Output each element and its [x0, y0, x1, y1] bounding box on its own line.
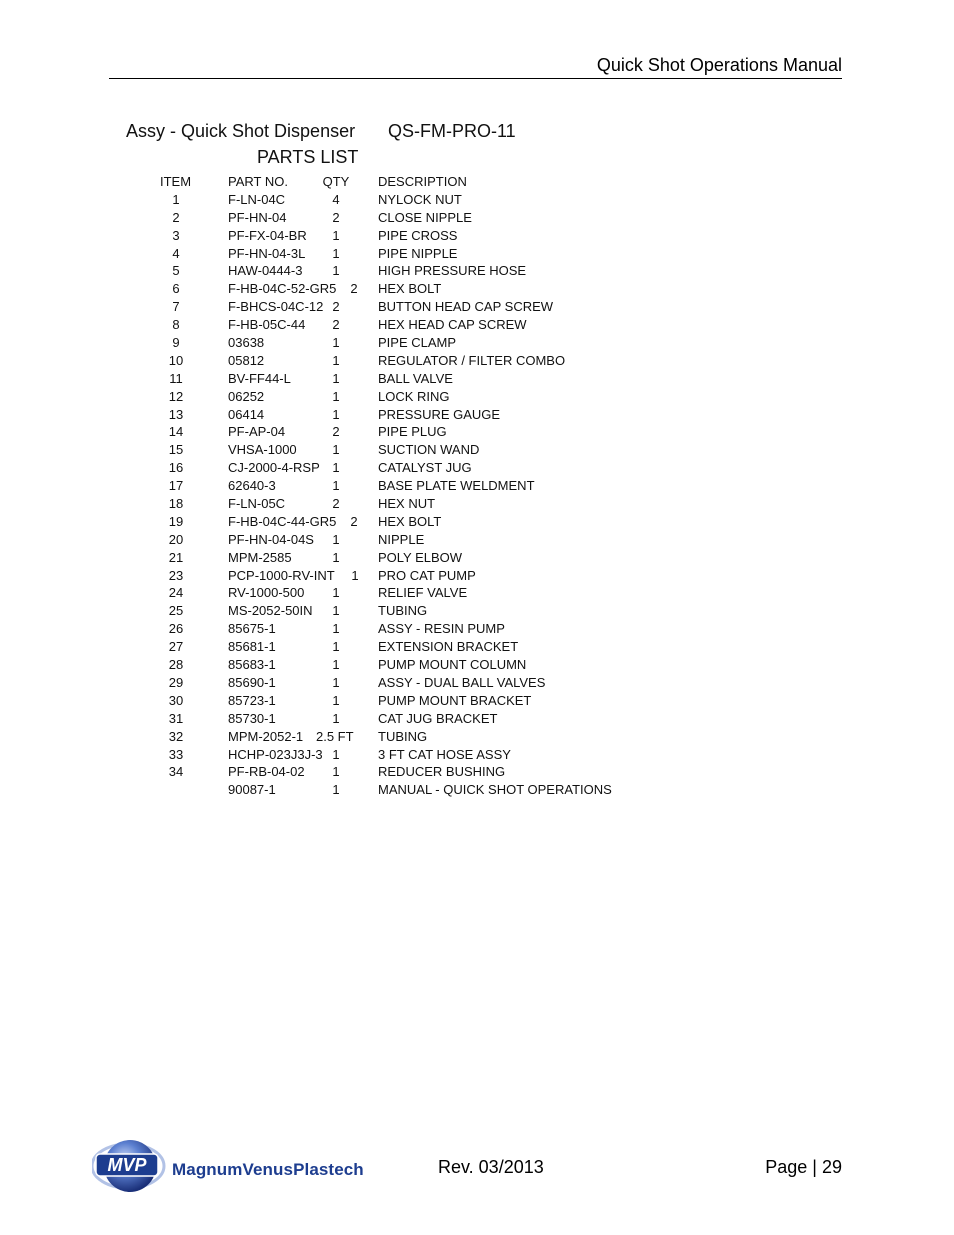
row-part-number: 90087-1 [228, 782, 276, 798]
table-row [0, 728, 954, 746]
table-row [0, 334, 954, 352]
row-item: 10 [168, 352, 184, 368]
row-item: 17 [168, 478, 184, 494]
row-description: BUTTON HEAD CAP SCREW [378, 299, 554, 315]
table-row [0, 620, 954, 638]
table-row [0, 710, 954, 728]
row-description: CATALYST JUG [378, 460, 472, 476]
table-row [0, 245, 954, 263]
row-qty: 2.5 FT [316, 728, 354, 744]
row-description: HEX BOLT [378, 513, 442, 529]
row-item: 33 [168, 746, 184, 762]
row-qty: 1 [332, 639, 340, 655]
column-header-part: PART NO. [228, 174, 288, 189]
row-description: CAT JUG BRACKET [378, 710, 498, 726]
row-qty: 2 [332, 424, 340, 440]
row-item: 16 [168, 460, 184, 476]
row-item: 2 [172, 209, 180, 225]
row-item: 14 [168, 424, 184, 440]
row-part-number: PF-FX-04-BR [228, 227, 307, 243]
table-row [0, 656, 954, 674]
row-description: ASSY - DUAL BALL VALVES [378, 674, 546, 690]
row-qty: 1 [332, 531, 340, 547]
row-part-number: F-HB-04C-52-GR5 [228, 281, 337, 297]
row-part-number: PF-RB-04-02 [228, 764, 305, 780]
row-item: 13 [168, 406, 184, 422]
row-qty: 2 [350, 281, 358, 297]
row-qty: 1 [332, 478, 340, 494]
table-row [0, 191, 954, 209]
row-description: BASE PLATE WELDMENT [378, 478, 535, 494]
row-qty: 2 [332, 317, 340, 333]
row-item: 20 [168, 531, 184, 547]
row-description: BALL VALVE [378, 370, 453, 386]
row-qty: 1 [332, 674, 340, 690]
row-qty: 1 [332, 245, 340, 261]
row-item: 29 [168, 674, 184, 690]
table-row [0, 674, 954, 692]
row-part-number: F-HB-04C-44-GR5 [228, 513, 337, 529]
table-row [0, 781, 954, 799]
table-row [0, 602, 954, 620]
column-header-description: DESCRIPTION [378, 174, 467, 189]
row-item: 28 [168, 657, 184, 673]
parts-table [0, 173, 954, 799]
row-part-number: 85675-1 [228, 621, 276, 637]
table-row [0, 549, 954, 567]
row-description: POLY ELBOW [378, 549, 463, 565]
row-qty: 1 [332, 352, 340, 368]
table-row [0, 227, 954, 245]
row-description: NIPPLE [378, 531, 425, 547]
table-row [0, 567, 954, 585]
table-row [0, 316, 954, 334]
row-description: TUBING [378, 728, 428, 744]
row-item: 4 [172, 245, 180, 261]
row-part-number: RV-1000-500 [228, 585, 305, 601]
assembly-part-number: QS-FM-PRO-11 [388, 121, 516, 141]
row-qty: 1 [332, 442, 340, 458]
table-row [0, 352, 954, 370]
row-item: 7 [172, 299, 180, 315]
row-item: 26 [168, 621, 184, 637]
footer-revision: Rev. 03/2013 [438, 1157, 544, 1177]
row-qty: 1 [332, 710, 340, 726]
row-item: 6 [172, 281, 180, 297]
row-part-number: MPM-2052-1 [228, 728, 304, 744]
row-item: 1 [172, 191, 180, 207]
row-qty: 1 [332, 370, 340, 386]
row-part-number: VHSA-1000 [228, 442, 297, 458]
table-row [0, 441, 954, 459]
row-description: PIPE NIPPLE [378, 245, 458, 261]
row-qty: 1 [332, 603, 340, 619]
table-header-row [0, 173, 954, 191]
footer-page-number: Page | 29 [765, 1157, 842, 1177]
row-qty: 1 [332, 406, 340, 422]
row-qty: 2 [332, 496, 340, 512]
row-part-number: 85681-1 [228, 639, 276, 655]
row-qty: 1 [332, 549, 340, 565]
row-qty: 1 [332, 621, 340, 637]
row-part-number: PF-HN-04 [228, 209, 287, 225]
row-item: 34 [168, 764, 184, 780]
assy-title: Assy - Quick Shot Dispenser [126, 121, 356, 141]
row-qty: 1 [332, 657, 340, 673]
row-part-number: HAW-0444-3 [228, 263, 303, 279]
row-description: EXTENSION BRACKET [378, 639, 519, 655]
row-item: 15 [168, 442, 184, 458]
row-part-number: 85690-1 [228, 674, 276, 690]
row-description: REGULATOR / FILTER COMBO [378, 352, 566, 368]
row-part-number: BV-FF44-L [228, 370, 291, 386]
row-item: 8 [172, 317, 180, 333]
row-qty: 1 [332, 782, 340, 798]
row-qty: 1 [332, 263, 340, 279]
row-qty: 4 [332, 191, 340, 207]
row-qty: 1 [332, 227, 340, 243]
row-qty: 1 [351, 567, 359, 583]
row-item: 19 [168, 513, 184, 529]
row-description: HEX NUT [378, 496, 436, 512]
table-row [0, 584, 954, 602]
row-part-number: 85683-1 [228, 657, 276, 673]
row-part-number: 06414 [228, 406, 265, 422]
row-part-number: 85723-1 [228, 692, 276, 708]
row-description: NYLOCK NUT [378, 191, 462, 207]
row-description: SUCTION WAND [378, 442, 480, 458]
table-row [0, 746, 954, 764]
row-item: 3 [172, 227, 180, 243]
row-part-number: PCP-1000-RV-INT [228, 567, 335, 583]
row-item: 12 [168, 388, 184, 404]
row-item: 18 [168, 496, 184, 512]
row-description: PIPE CROSS [378, 227, 458, 243]
row-item: 24 [168, 585, 184, 601]
header-title: Quick Shot Operations Manual [596, 55, 842, 75]
table-row [0, 692, 954, 710]
row-item: 5 [172, 263, 180, 279]
row-part-number: F-LN-04C [228, 191, 286, 207]
row-part-number: F-HB-05C-44 [228, 317, 306, 333]
row-part-number: PF-AP-04 [228, 424, 286, 440]
row-description: PIPE CLAMP [378, 335, 457, 351]
row-part-number: PF-HN-04-04S [228, 531, 314, 547]
row-description: PRO CAT PUMP [378, 567, 476, 583]
table-row [0, 495, 954, 513]
table-row [0, 763, 954, 781]
row-item: 21 [168, 549, 184, 565]
row-qty: 1 [332, 585, 340, 601]
row-part-number: 05812 [228, 352, 265, 368]
table-row [0, 638, 954, 656]
row-description: RELIEF VALVE [378, 585, 468, 601]
row-part-number: 62640-3 [228, 478, 276, 494]
row-part-number: 03638 [228, 335, 265, 351]
row-part-number: 06252 [228, 388, 265, 404]
row-description: 3 FT CAT HOSE ASSY [378, 746, 511, 762]
table-body [0, 191, 954, 799]
parts-list-title: PARTS LIST [257, 147, 359, 167]
row-item: 11 [169, 370, 183, 386]
row-qty: 1 [332, 460, 340, 476]
column-header-item: ITEM [160, 174, 192, 189]
row-part-number: F-BHCS-04C-12 [228, 299, 324, 315]
row-description: PRESSURE GAUGE [378, 406, 501, 422]
row-description: REDUCER BUSHING [378, 764, 506, 780]
table-row [0, 406, 954, 424]
row-description: LOCK RING [378, 388, 450, 404]
row-item: 9 [172, 335, 180, 351]
row-description: PIPE PLUG [378, 424, 447, 440]
footer-brand: MagnumVenusPlastech [172, 1160, 364, 1179]
table-row [0, 262, 954, 280]
table-row [0, 423, 954, 441]
row-item: 32 [168, 728, 184, 744]
row-part-number: HCHP-023J3J-3 [228, 746, 323, 762]
table-row [0, 370, 954, 388]
table-row [0, 459, 954, 477]
row-qty: 2 [350, 513, 358, 529]
header-rule [109, 78, 842, 79]
row-qty: 1 [332, 388, 340, 404]
row-description: CLOSE NIPPLE [378, 209, 472, 225]
table-row [0, 298, 954, 316]
row-description: HEX HEAD CAP SCREW [378, 317, 527, 333]
row-part-number: F-LN-05C [228, 496, 286, 512]
row-item: 30 [168, 692, 184, 708]
row-item: 25 [168, 603, 184, 619]
row-qty: 1 [332, 692, 340, 708]
table-row [0, 513, 954, 531]
row-qty: 1 [332, 335, 340, 351]
table-row [0, 388, 954, 406]
row-qty: 1 [332, 746, 340, 762]
row-part-number: MS-2052-50IN [228, 603, 313, 619]
row-description: ASSY - RESIN PUMP [378, 621, 505, 637]
table-row [0, 531, 954, 549]
logo-text: MVP [107, 1155, 147, 1175]
row-qty: 2 [332, 299, 340, 315]
row-description: HEX BOLT [378, 281, 442, 297]
row-description: HIGH PRESSURE HOSE [378, 263, 527, 279]
row-part-number: CJ-2000-4-RSP [228, 460, 320, 476]
row-description: TUBING [378, 603, 428, 619]
row-part-number: PF-HN-04-3L [228, 245, 306, 261]
row-item: 23 [168, 567, 184, 583]
row-qty: 1 [332, 764, 340, 780]
column-header-qty: QTY [322, 174, 350, 189]
row-qty: 2 [332, 209, 340, 225]
table-row [0, 280, 954, 298]
table-row [0, 477, 954, 495]
row-description: PUMP MOUNT BRACKET [378, 692, 532, 708]
row-part-number: MPM-2585 [228, 549, 292, 565]
row-item: 27 [168, 639, 184, 655]
row-item: 31 [168, 710, 184, 726]
table-row [0, 209, 954, 227]
row-part-number: 85730-1 [228, 710, 276, 726]
row-description: MANUAL - QUICK SHOT OPERATIONS [378, 782, 612, 798]
row-description: PUMP MOUNT COLUMN [378, 657, 527, 673]
